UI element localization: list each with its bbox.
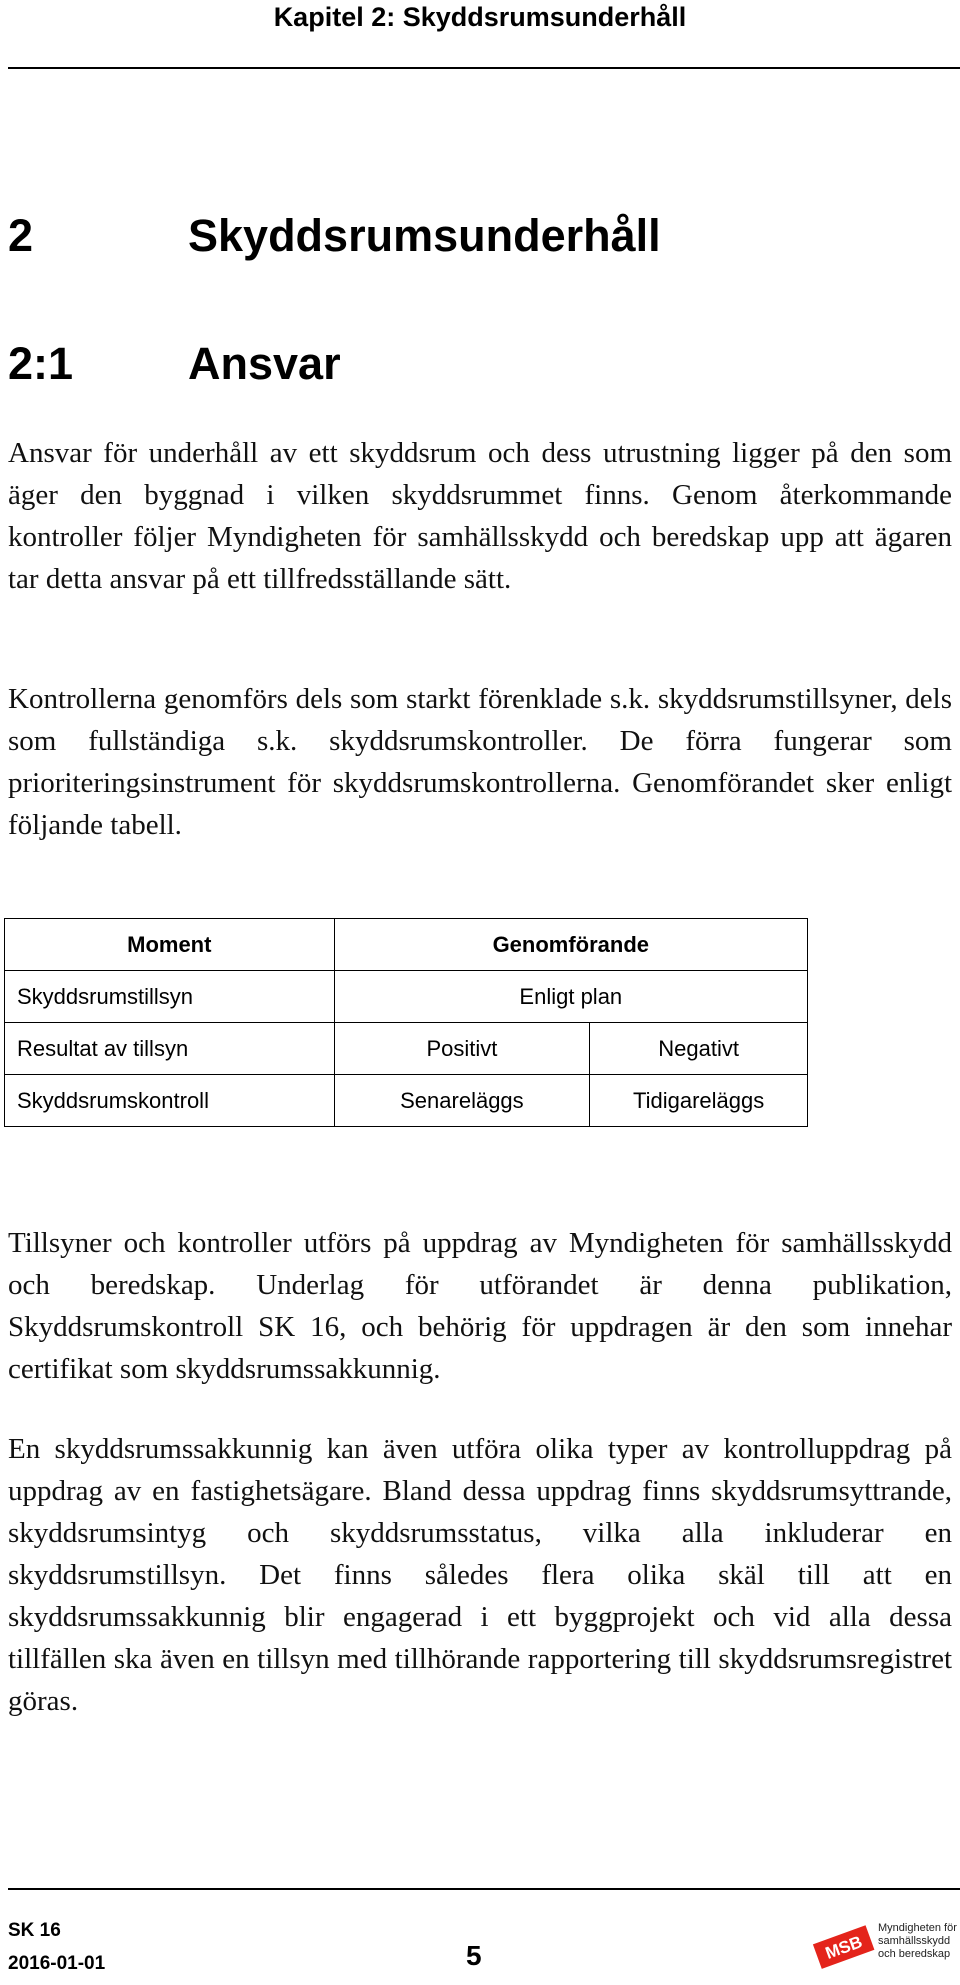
chapter-title: Skyddsrumsunderhåll (188, 210, 661, 261)
paragraph-kontroller: Kontrollerna genomförs dels som starkt förenklade s.k. skyddsrumstillsyner, dels som fullständiga s.k. skyddsrumskontroller. De förra fungerar som prioriteringsinstrument för skyddsrumskontrollerna. Genomförandet sker enligt följande tabell. (8, 683, 952, 841)
running-header: Kapitel 2: Skyddsrumsunderhåll (273, 2, 687, 32)
msb-logo (812, 1918, 960, 1978)
logo-line: samhällsskydd (878, 1935, 951, 1947)
msb-logo-icon (812, 1918, 876, 1978)
footer-divider (8, 1888, 960, 1890)
footer-doc-id: SK 16 (8, 1920, 61, 1941)
logo-line: och beredskap (878, 1948, 951, 1960)
chapter-number: 2 (8, 210, 34, 261)
header-divider (8, 67, 960, 69)
chapter-heading (8, 208, 661, 264)
table-cell-positive: Positivt (334, 1023, 590, 1075)
section-number: 2:1 (8, 338, 74, 389)
table-row (5, 1023, 808, 1075)
paragraph-uppdrag: Tillsyner och kontroller utförs på uppdrag av Myndigheten för samhällsskydd och beredskap. Underlag för utförandet är denna publikation, Skyddsrumskontroll SK 16, och behörig för uppdragen är den som innehar certifikat som skyddsrumssakkunnig. (8, 1227, 952, 1385)
table-cell-positive: Senareläggs (334, 1075, 590, 1127)
footer-date: 2016-01-01 (8, 1953, 106, 1974)
table-cell-negative: Negativt (590, 1023, 808, 1075)
genomforande-table (4, 918, 808, 1127)
table-row (5, 971, 808, 1023)
page-number: 5 (466, 1940, 482, 1971)
table-cell-genomforande: Enligt plan (334, 971, 807, 1023)
paragraph-sakkunnig: En skyddsrumssakkunnig kan även utföra olika typer av kontrolluppdrag på uppdrag av en fastighetsägare. Bland dessa uppdrag finns skyddsrumsyttrande, skyddsrumsintyg och skyddsrumsstatus, vilka alla inkluderar en skyddsrumstillsyn. Det finns således flera olika skäl till att en skyddsrumssakkunnig blir engagerad i ett byggprojekt och vid alla dessa tillfällen ska även en tillsyn med tillhörande rapportering till skyddsrumsregistret göras. (8, 1433, 952, 1717)
table-header-genomforande: Genomförande (334, 919, 807, 971)
table-header-row (5, 919, 808, 971)
paragraph-ansvar: Ansvar för underhåll av ett skyddsrum och dess utrustning ligger på den som äger den byggnad i vilken skyddsrummet finns. Genom återkommande kontroller följer Myndigheten för samhällsskydd och beredskap upp att ägaren tar detta ansvar på ett tillfredsställande sätt. (8, 437, 952, 595)
section-title: Ansvar (188, 338, 341, 389)
table-header-moment: Moment (5, 919, 335, 971)
msb-logo-abbrev: MSB (822, 1932, 865, 1963)
table-cell-moment: Skyddsrumskontroll (5, 1075, 335, 1127)
logo-line: Myndigheten för (878, 1922, 957, 1934)
msb-logo-text (878, 1922, 957, 1961)
section-heading (8, 336, 341, 392)
table-cell-moment: Skyddsrumstillsyn (5, 971, 335, 1023)
table-cell-moment: Resultat av tillsyn (5, 1023, 335, 1075)
table-row (5, 1075, 808, 1127)
table-cell-negative: Tidigareläggs (590, 1075, 808, 1127)
